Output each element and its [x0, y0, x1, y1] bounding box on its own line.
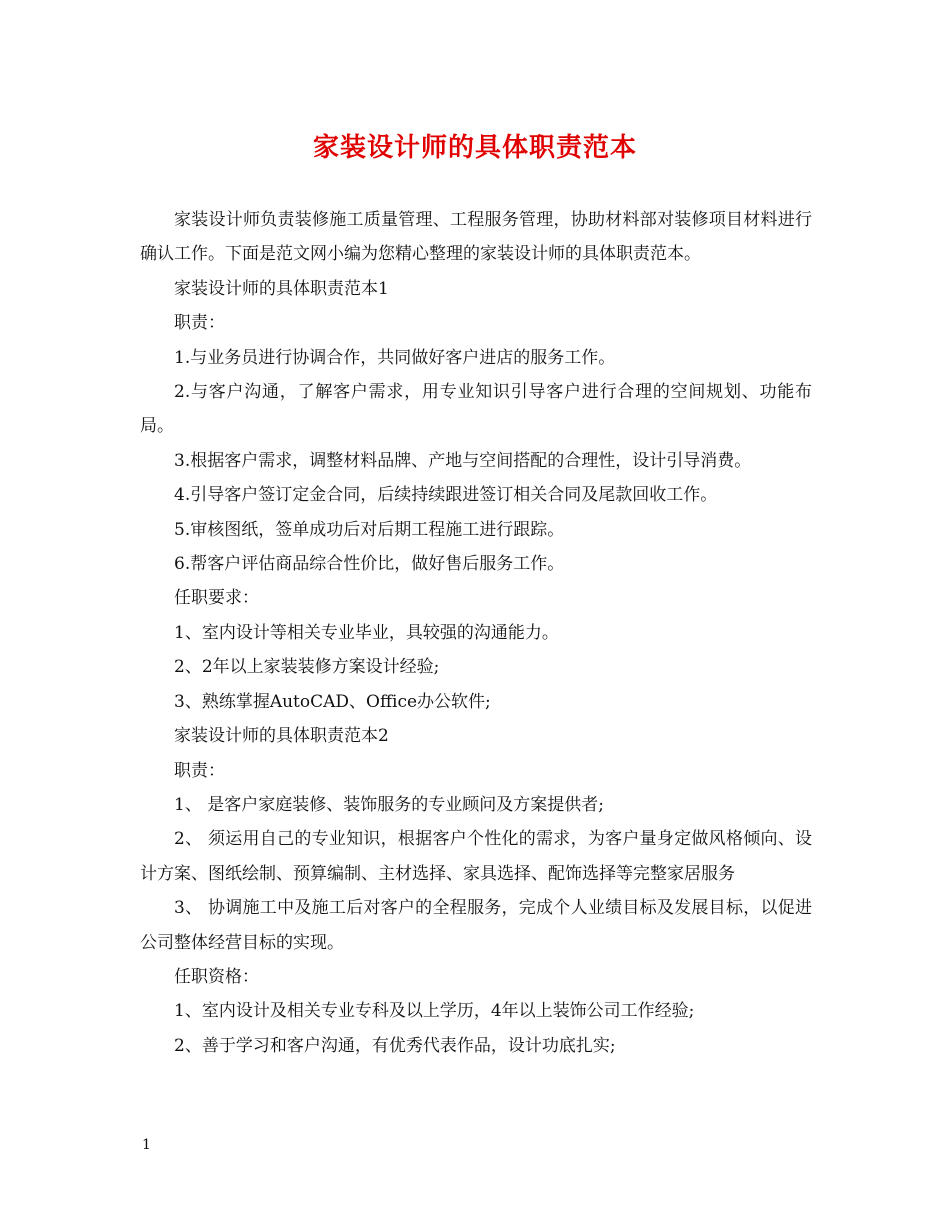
list-item: 6.帮客户评估商品综合性价比，做好售后服务工作。 [174, 554, 565, 575]
list-item: 5.审核图纸，签单成功后对后期工程施工进行跟踪。 [174, 519, 565, 540]
list-item: 1、室内设计及相关专业专科及以上学历，4年以上装饰公司工作经验; [174, 1001, 695, 1022]
list-item: 2、2年以上家装装修方案设计经验; [174, 657, 440, 678]
list-item: 4.引导客户签订定金合同，后续持续跟进签订相关合同及尾款回收工作。 [174, 485, 718, 506]
qualifications-label: 任职资格： [174, 966, 259, 987]
section-heading-1: 家装设计师的具体职责范本1 [174, 278, 389, 299]
list-item: 3、 协调施工中及施工后对客户的全程服务，完成个人业绩目标及发展目标，以促进公司整体经营目标的实现。 [140, 898, 812, 953]
list-item: 2.与客户沟通，了解客户需求，用专业知识引导客户进行合理的空间规划、功能布局。 [140, 382, 812, 437]
requirements-label: 任职要求： [174, 588, 259, 609]
list-item: 1、 是客户家庭装修、装饰服务的专业顾问及方案提供者; [174, 794, 604, 815]
list-item: 3、熟练掌握AutoCAD、Office办公软件; [174, 691, 491, 712]
page-number: 1 [142, 1137, 151, 1153]
document-body [140, 203, 812, 1063]
duties-label: 职责： [174, 313, 225, 334]
list-item: 2、善于学习和客户沟通，有优秀代表作品，设计功底扎实; [174, 1035, 616, 1056]
list-item: 1、室内设计等相关专业毕业，具较强的沟通能力。 [174, 622, 559, 643]
document-title: 家装设计师的具体职责范本 [312, 133, 637, 163]
duties-label: 职责： [174, 760, 225, 781]
intro-paragraph: 家装设计师负责装修施工质量管理、工程服务管理，协助材料部对装修项目材料进行确认工作。下面是范文网小编为您精心整理的家装设计师的具体职责范本。 [140, 210, 812, 265]
list-item: 3.根据客户需求，调整材料品牌、产地与空间搭配的合理性，设计引导消费。 [174, 450, 752, 471]
list-item: 2、 须运用自己的专业知识，根据客户个性化的需求，为客户量身定做风格倾向、设计方案、图纸绘制、预算编制、主材选择、家具选择、配饰选择等完整家居服务 [140, 829, 812, 884]
section-heading-2: 家装设计师的具体职责范本2 [174, 726, 389, 747]
list-item: 1.与业务员进行协调合作，共同做好客户进店的服务工作。 [174, 347, 616, 368]
